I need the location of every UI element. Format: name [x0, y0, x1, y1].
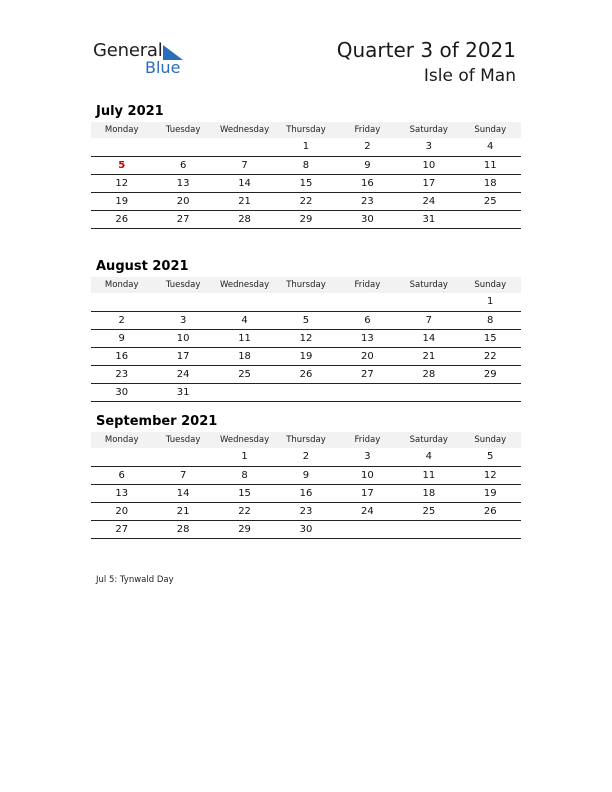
- day-cell: 27: [176, 214, 190, 225]
- day-cell: 1: [302, 141, 310, 152]
- day-cell: 19: [483, 488, 497, 499]
- day-cell: 29: [483, 369, 497, 380]
- day-cell: 24: [361, 506, 374, 517]
- day-cell: 9: [302, 470, 310, 481]
- day-cell: 5: [302, 315, 310, 326]
- week-row: [91, 293, 521, 312]
- day-cell: 12: [299, 333, 313, 344]
- day-cell: [460, 211, 521, 228]
- day-cell: 25: [422, 506, 436, 517]
- day-cell: 1: [487, 296, 494, 307]
- day-cell: 14: [176, 488, 190, 499]
- day-cell: 11: [483, 160, 497, 171]
- day-cell: 22: [238, 506, 251, 517]
- day-cell: 23: [361, 196, 374, 207]
- weekday-label: Friday: [354, 125, 381, 135]
- day-cell: [91, 448, 152, 466]
- day-cell: 9: [118, 333, 125, 344]
- day-cell: 8: [302, 160, 310, 171]
- day-cell: 7: [425, 315, 432, 326]
- weekday-label: Sunday: [474, 280, 507, 290]
- day-cell: [214, 384, 275, 401]
- logo-general-text: General: [93, 40, 163, 61]
- day-cell: 18: [238, 351, 251, 362]
- week-row: [91, 503, 521, 521]
- day-cell: 8: [241, 470, 248, 481]
- day-cell: [398, 293, 459, 311]
- day-cell: 3: [425, 141, 432, 152]
- weekday-label: Wednesday: [219, 280, 270, 290]
- day-cell: 18: [422, 488, 436, 499]
- day-cell: [214, 138, 275, 156]
- day-cell: [460, 384, 521, 401]
- day-cell: 16: [115, 351, 129, 362]
- month-title: August 2021: [96, 259, 189, 274]
- day-cell: [337, 293, 398, 311]
- weekday-header-row: [91, 432, 521, 448]
- day-cell: 26: [483, 506, 497, 517]
- week-row: [91, 348, 521, 366]
- day-cell: 7: [179, 470, 187, 481]
- weekday-header-row: [91, 277, 521, 293]
- day-cell: [91, 293, 152, 311]
- day-cell: 23: [115, 369, 129, 380]
- day-cell: 24: [176, 369, 190, 380]
- day-cell: [275, 384, 336, 401]
- day-cell: 30: [361, 214, 374, 225]
- day-cell: 27: [115, 524, 129, 535]
- day-cell: 8: [487, 315, 494, 326]
- day-cell: 10: [422, 160, 436, 171]
- day-cell: 13: [176, 178, 190, 189]
- day-cell: [460, 521, 521, 538]
- week-row: [91, 175, 521, 193]
- day-cell: [337, 521, 398, 538]
- day-cell: 10: [176, 333, 190, 344]
- day-cell: 7: [241, 160, 248, 171]
- day-cell: 4: [487, 141, 494, 152]
- week-row: [91, 448, 521, 467]
- day-cell: 14: [238, 178, 251, 189]
- day-cell: 30: [299, 524, 313, 535]
- day-cell: 11: [238, 333, 251, 344]
- day-cell: 15: [299, 178, 313, 189]
- weekday-label: Thursday: [286, 435, 326, 445]
- day-cell: 31: [422, 214, 436, 225]
- week-row: [91, 157, 521, 175]
- week-row: [91, 211, 521, 229]
- logo-blue-text: Blue: [145, 58, 181, 77]
- day-cell: 16: [299, 488, 313, 499]
- month-title: July 2021: [96, 104, 164, 119]
- weekday-label: Tuesday: [165, 125, 201, 135]
- day-cell: 19: [115, 196, 129, 207]
- day-cell: 25: [483, 196, 497, 207]
- day-cell: 6: [364, 315, 371, 326]
- generalblue-logo: [93, 40, 193, 80]
- day-cell: 26: [299, 369, 313, 380]
- day-cell: 28: [422, 369, 436, 380]
- day-cell: 22: [483, 351, 497, 362]
- weekday-label: Monday: [104, 435, 139, 445]
- page-title: Quarter 3 of 2021: [336, 38, 516, 62]
- day-cell: 28: [238, 214, 251, 225]
- weekday-label: Thursday: [286, 125, 326, 135]
- day-cell: 27: [361, 369, 374, 380]
- day-cell: 17: [422, 178, 436, 189]
- week-row: [91, 521, 521, 539]
- day-cell: 23: [299, 506, 313, 517]
- week-row: [91, 467, 521, 485]
- day-cell: 26: [115, 214, 129, 225]
- weekday-label: Thursday: [286, 280, 326, 290]
- day-cell: 24: [422, 196, 436, 207]
- weekday-label: Tuesday: [165, 280, 201, 290]
- day-cell: 6: [118, 470, 125, 481]
- day-cell: 21: [238, 196, 251, 207]
- weekday-label: Tuesday: [165, 435, 201, 445]
- week-row: [91, 366, 521, 384]
- day-cell: 4: [241, 315, 248, 326]
- day-cell: 4: [425, 451, 432, 462]
- day-cell: 12: [115, 178, 129, 189]
- day-cell: 31: [176, 387, 190, 398]
- month-title: September 2021: [96, 414, 218, 429]
- day-cell: 29: [238, 524, 251, 535]
- day-cell: 2: [364, 141, 371, 152]
- week-row: [91, 330, 521, 348]
- week-row: [91, 312, 521, 330]
- day-cell: 19: [299, 351, 313, 362]
- week-row: [91, 485, 521, 503]
- day-cell: [337, 384, 398, 401]
- day-cell: 21: [422, 351, 436, 362]
- weekday-label: Monday: [104, 280, 139, 290]
- day-cell: 22: [299, 196, 313, 207]
- week-row: [91, 193, 521, 211]
- weekday-label: Saturday: [409, 125, 448, 135]
- day-cell: 1: [241, 451, 248, 462]
- day-cell: 15: [483, 333, 497, 344]
- day-cell: [398, 384, 459, 401]
- weekday-label: Monday: [104, 125, 139, 135]
- day-cell: 2: [302, 451, 310, 462]
- day-cell: 13: [361, 333, 374, 344]
- weekday-label: Saturday: [409, 435, 448, 445]
- day-cell: [152, 448, 213, 466]
- day-cell: 17: [176, 351, 190, 362]
- month-july: [91, 102, 521, 229]
- weekday-label: Saturday: [409, 280, 448, 290]
- weekday-label: Wednesday: [219, 125, 270, 135]
- day-cell: 29: [299, 214, 313, 225]
- day-cell: [398, 521, 459, 538]
- holiday-day-cell: 5: [118, 160, 126, 171]
- weekday-label: Sunday: [474, 125, 507, 135]
- day-cell: 21: [176, 506, 190, 517]
- day-cell: 20: [115, 506, 129, 517]
- day-cell: 5: [487, 451, 494, 462]
- day-cell: 11: [422, 470, 436, 481]
- day-cell: 10: [361, 470, 374, 481]
- weekday-label: Sunday: [474, 435, 507, 445]
- day-cell: [214, 293, 275, 311]
- day-cell: 17: [361, 488, 374, 499]
- day-cell: [91, 138, 152, 156]
- day-cell: 16: [361, 178, 374, 189]
- month-september: [91, 412, 521, 539]
- day-cell: 20: [361, 351, 374, 362]
- day-cell: 2: [118, 315, 125, 326]
- month-august: [91, 257, 521, 402]
- page-subtitle: Isle of Man: [423, 66, 516, 86]
- holiday-footnote: Jul 5: Tynwald Day: [96, 575, 174, 585]
- week-row: [91, 384, 521, 402]
- weekday-header-row: [91, 122, 521, 138]
- day-cell: 20: [176, 196, 190, 207]
- day-cell: 13: [115, 488, 129, 499]
- day-cell: 25: [238, 369, 251, 380]
- day-cell: 18: [483, 178, 497, 189]
- day-cell: [152, 293, 213, 311]
- day-cell: [275, 293, 336, 311]
- day-cell: 3: [364, 451, 371, 462]
- day-cell: 6: [179, 160, 187, 171]
- day-cell: 3: [179, 315, 187, 326]
- weekday-label: Wednesday: [219, 435, 270, 445]
- weekday-label: Friday: [354, 280, 381, 290]
- week-row: [91, 138, 521, 157]
- day-cell: 12: [483, 470, 497, 481]
- day-cell: 14: [422, 333, 436, 344]
- day-cell: 15: [238, 488, 251, 499]
- day-cell: 28: [176, 524, 190, 535]
- weekday-label: Friday: [354, 435, 381, 445]
- day-cell: [152, 138, 213, 156]
- day-cell: 30: [115, 387, 129, 398]
- day-cell: 9: [364, 160, 371, 171]
